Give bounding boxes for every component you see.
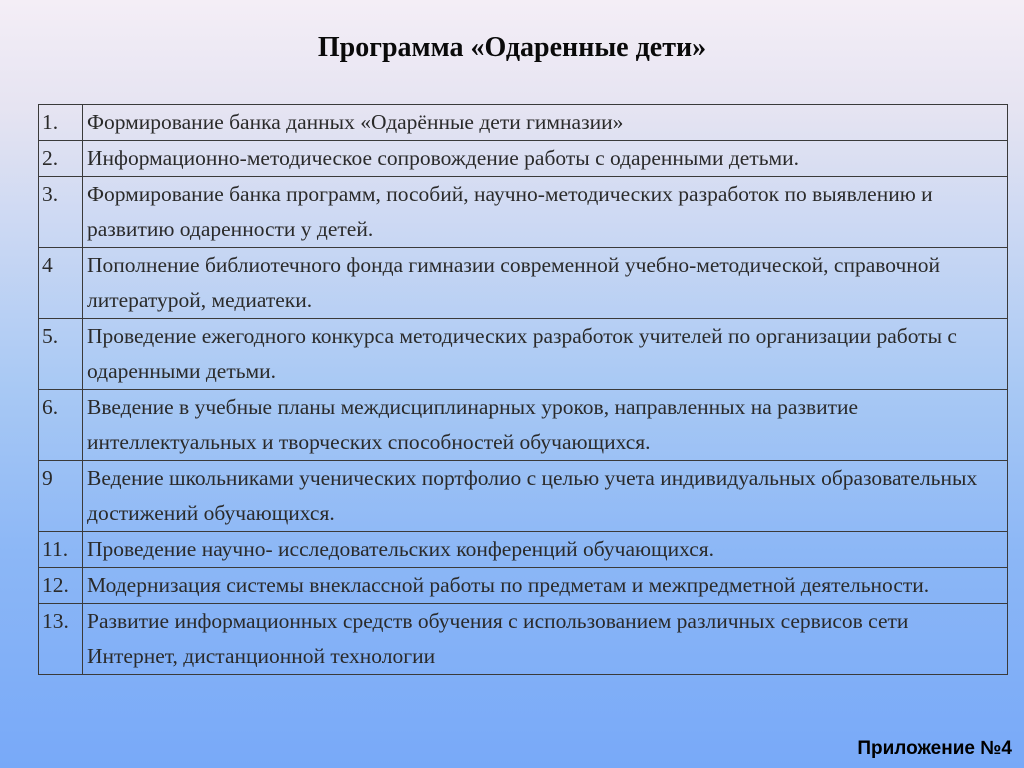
row-text: Введение в учебные планы междисциплинарных уроков, направленных на развитие интеллектуальных и творческих способностей обучающихся.: [83, 390, 1008, 461]
row-number: 13.: [39, 604, 83, 675]
row-number: 6.: [39, 390, 83, 461]
table-row: [39, 248, 1008, 319]
row-number: 5.: [39, 319, 83, 390]
row-text: Проведение ежегодного конкурса методических разработок учителей по организации работы с одаренными детьми.: [83, 319, 1008, 390]
table-row: [39, 177, 1008, 248]
table-row: [39, 105, 1008, 141]
row-number: 12.: [39, 568, 83, 604]
row-text: Информационно-методическое сопровождение работы с одаренными детьми.: [83, 141, 1008, 177]
table-row: [39, 604, 1008, 675]
table-row: [39, 141, 1008, 177]
row-number: 9: [39, 461, 83, 532]
table-row: [39, 532, 1008, 568]
row-text: Развитие информационных средств обучения с использованием различных сервисов сети Интернет, дистанционной технологии: [83, 604, 1008, 675]
row-number: 4: [39, 248, 83, 319]
row-text: Ведение школьниками ученических портфолио с целью учета индивидуальных образовательных достижений обучающихся.: [83, 461, 1008, 532]
row-text: Проведение научно- исследовательских конференций обучающихся.: [83, 532, 1008, 568]
table-row: [39, 461, 1008, 532]
row-text: Формирование банка данных «Одарённые дети гимназии»: [83, 105, 1008, 141]
table-row: [39, 390, 1008, 461]
row-text: Модернизация системы внеклассной работы по предметам и межпредметной деятельности.: [83, 568, 1008, 604]
row-number: 3.: [39, 177, 83, 248]
program-table: [38, 104, 1008, 675]
row-text: Пополнение библиотечного фонда гимназии современной учебно-методической, справочной литературой, медиатеки.: [83, 248, 1008, 319]
row-text: Формирование банка программ, пособий, научно-методических разработок по выявлению и развитию одаренности у детей.: [83, 177, 1008, 248]
table-row: [39, 319, 1008, 390]
row-number: 1.: [39, 105, 83, 141]
table-row: [39, 568, 1008, 604]
row-number: 11.: [39, 532, 83, 568]
page-title: Программа «Одаренные дети»: [317, 32, 707, 63]
row-number: 2.: [39, 141, 83, 177]
appendix-label: Приложение №4: [857, 738, 1012, 759]
